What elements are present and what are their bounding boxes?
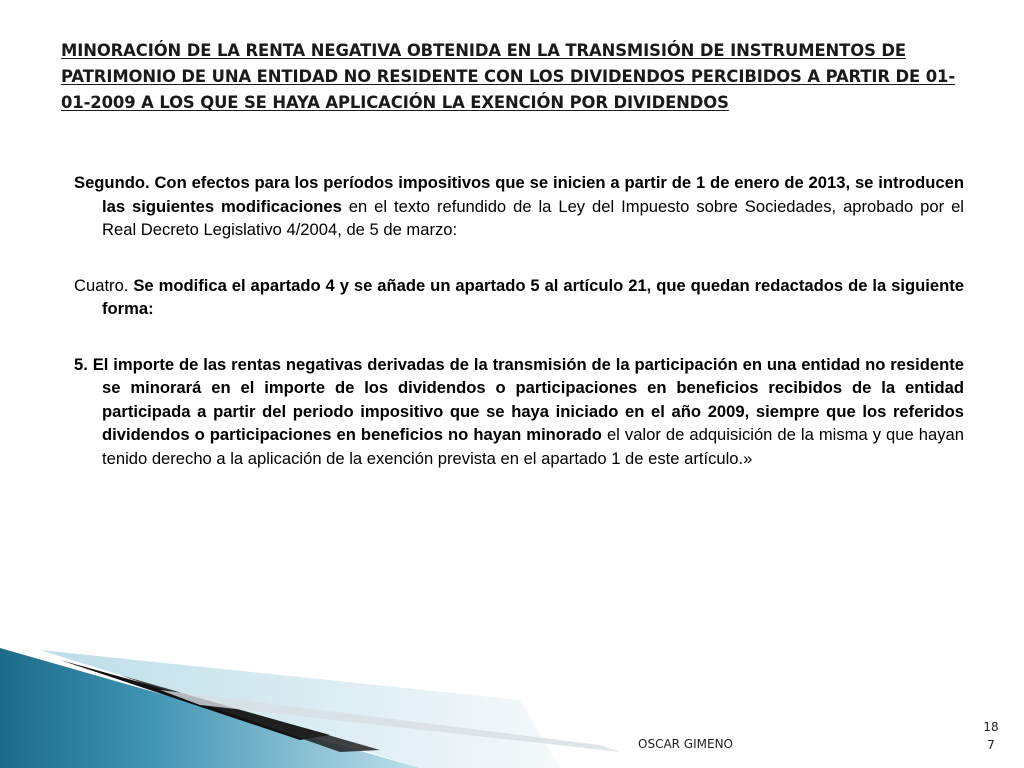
- page-number-line2: 7: [987, 738, 995, 752]
- paragraph-apartado-5-rest: el valor de adquisición de la misma y que hayan tenido derecho a la aplicación de la exención prevista en el apartado 1 de este artículo.»: [102, 425, 964, 468]
- slide-body: [74, 171, 964, 502]
- paragraph-segundo-rest: en el texto refundido de la Ley del Impuesto sobre Sociedades, aprobado por el Real Decreto Legislativo 4/2004, de 5 de marzo:: [102, 196, 964, 239]
- paragraph-cuatro: [74, 274, 964, 321]
- page-number-line1: 18: [983, 720, 999, 734]
- paragraph-apartado-5-bold: 5. El importe de las rentas negativas derivadas de la transmisión de la participación en una entidad no residente se minorará en el importe de los dividendos o participaciones en beneficios recibidos de la entidad participada a partir del periodo impositivo que se haya iniciado en el año 2009, siempre que los referidos dividendos o participaciones en beneficios no hayan minorado: [74, 354, 964, 444]
- paragraph-cuatro-bold: Se modifica el apartado 4 y se añade un apartado 5 al artículo 21, que quedan redactados de la siguiente forma:: [102, 275, 964, 318]
- paragraph-cuatro-lead: Cuatro.: [74, 275, 134, 295]
- paragraph-segundo-bold: Segundo. Con efectos para los períodos impositivos que se inicien a partir de 1 de enero de 2013, se introducen las siguientes modificaciones: [74, 173, 964, 216]
- footer-author: OSCAR GIMENO: [638, 737, 733, 751]
- slide-title: MINORACIÓN DE LA RENTA NEGATIVA OBTENIDA EN LA TRANSMISIÓN DE INSTRUMENTOS DE PATRIMONIO DE UNA ENTIDAD NO RESIDENTE CON LOS DIVIDENDOS PERCIBIDOS A PARTIR DE 01-01-2009 A LOS QUE SE HAYA APLICACIÓN LA EXENCIÓN POR DIVIDENDOS: [61, 41, 956, 112]
- paragraph-segundo: [74, 171, 964, 242]
- paragraph-apartado-5: [74, 353, 964, 471]
- page-number: [976, 718, 1006, 754]
